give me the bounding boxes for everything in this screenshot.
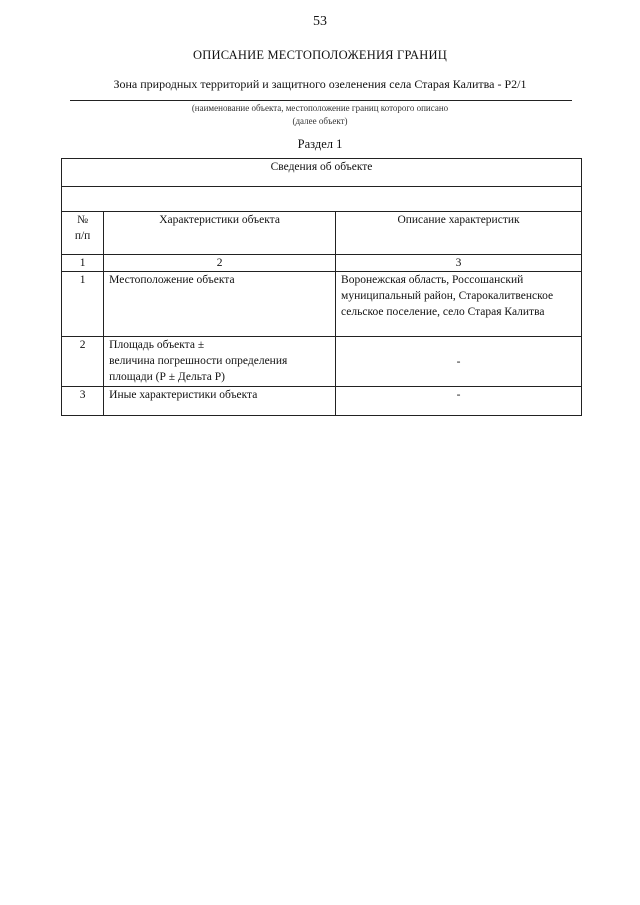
- characteristic-cell: Иные характеристики объекта: [104, 387, 336, 416]
- characteristic-cell: Площадь объекта ± величина погрешности определения площади (Р ± Дельта Р): [104, 337, 336, 387]
- row-number: 3: [62, 387, 104, 416]
- table-header-row: [62, 212, 582, 255]
- column-number: 3: [336, 255, 582, 272]
- object-name-caption: (наименование объекта, местоположение границ которого описано: [191, 103, 449, 113]
- characteristic-cell: Местоположение объекта: [104, 272, 336, 337]
- empty-cell: [62, 187, 582, 212]
- table-title: Сведения об объекте: [62, 159, 582, 187]
- object-info-table: [61, 158, 582, 416]
- object-name-caption-continued: (далее объект): [292, 116, 348, 126]
- object-name-underline: [70, 100, 572, 101]
- description-cell: Воронежская область, Россошанский муниципальный район, Старокалитвенское сельское поселение, село Старая Калитва: [336, 272, 582, 337]
- page-number: 53: [313, 14, 327, 29]
- header-description: Описание характеристик: [336, 212, 582, 255]
- header-number: № п/п: [62, 212, 104, 255]
- table-row: [62, 272, 582, 337]
- column-number-row: [62, 255, 582, 272]
- column-number: 2: [104, 255, 336, 272]
- description-cell: -: [336, 387, 582, 416]
- description-cell: -: [336, 337, 582, 387]
- column-number: 1: [62, 255, 104, 272]
- object-name: Зона природных территорий и защитного озеленения села Старая Калитва - Р2/1: [113, 77, 527, 91]
- table-row: [62, 337, 582, 387]
- table-row: [62, 387, 582, 416]
- table-empty-row: [62, 187, 582, 212]
- table-title-row: [62, 159, 582, 187]
- document-title: ОПИСАНИЕ МЕСТОПОЛОЖЕНИЯ ГРАНИЦ: [193, 48, 447, 62]
- section-heading: Раздел 1: [297, 137, 343, 151]
- header-characteristics: Характеристики объекта: [104, 212, 336, 255]
- row-number: 1: [62, 272, 104, 337]
- row-number: 2: [62, 337, 104, 387]
